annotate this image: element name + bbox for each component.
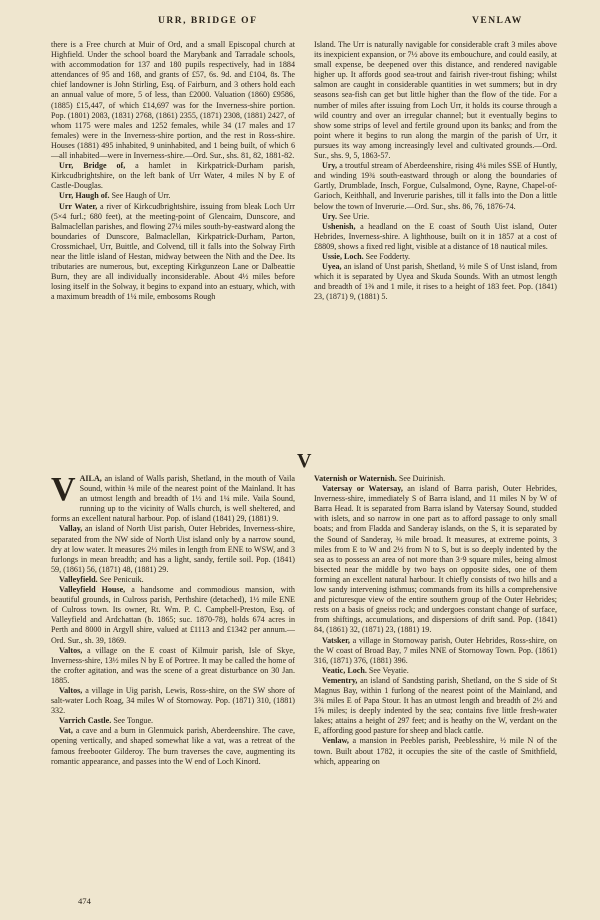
entry-text: a mansion in Peebles parish, Peeblesshire, ½ mile N of the town. Built about 1782, it occupies the site of the castle of Smithfield, which, appearing on	[314, 736, 557, 766]
entry-headword: Ushenish,	[322, 221, 356, 231]
entry-text: an island of Unst parish, Shetland, ½ mile S of Unst island, from which it is separated by Uyea and Skuda Sounds. With an utmost length and breadth of 1⅜ and 1 mile, it rises to a height of 183 feet. Pop. (1841) 23, (1871) 9, (1881) 5.	[314, 262, 557, 302]
entry-paragraph	[51, 716, 295, 726]
entry-paragraph	[314, 736, 557, 766]
column-bottom-left	[51, 471, 295, 767]
entry-text: an island of Walls parish, Shetland, in the mouth of Vaila Sound, within ⅛ mile of the nearest point of the Mainland. It has an utmost length and breadth of 1½ and 1¼ mile. Vaila Sound, running up to the vicinity of Walls church, is well sheltered, and forms an excellent natural harbour. Pop. of island (1841) 29, (1881) 9.	[51, 474, 295, 524]
entry-paragraph	[51, 585, 295, 646]
entry-text: a hamlet in Kirkpatrick-Durham parish, Kirkcudbrightshire, on the left bank of Urr Water, 4 miles N by E of Castle-Douglas.	[51, 161, 295, 191]
page-number: 474	[78, 896, 91, 906]
section-letter: V	[297, 450, 312, 472]
entry-text: See Haugh of Urr.	[109, 191, 171, 201]
entry-text: See Urie.	[337, 211, 370, 221]
entry-text: a village in Stornoway parish, Outer Hebrides, Ross-shire, on the W coast of Broad Bay, 7 miles NNE of Stornoway Town. Pop. (1861) 316, (1871) 376, (1881) 396.	[314, 635, 557, 665]
entry-text: an island of North Uist parish, Outer Hebrides, Inverness-shire, separated from the NW side of North Uist island only by a narrow sound, dry at low water. It measures 2½ miles in length from ENE to WSW, and 3 furlongs in mean breadth; and has a light, sandy, fertile soil. Pop. (1841) 59, (1861) 56, (1871) 48, (1881) 29.	[51, 524, 295, 574]
entry-paragraph	[314, 666, 557, 676]
entry-paragraph	[314, 676, 557, 737]
entry-headword: Vat,	[59, 726, 73, 736]
entry-paragraph	[51, 471, 295, 524]
column-top-left	[51, 40, 295, 302]
entry-text: Island. The Urr is naturally navigable for considerable craft 3 miles above its inexpicient expansion, or 7½ above its embouchure, and could easily, at small expense, be deepened over this distance, and rendered navigable higher up. It affords good sea-trout and fairish river-trout fishing; whilst salmon are caught in considerable quantities in wet summers; but in dry seasons sea-fish can get but little higher than the flow of the tide. For a number of miles after issuing from Loch Urr, it holds its course through a wild country and over an irregular channel; but it eventually begins to show some strips of level and fertile ground upon its banks; and from the point where it begins to run along the margin of the parish of Urr, it pursues its way among increasingly level and cultivated grounds.—Ord. Sur., shs. 9, 5, 1863-57.	[314, 40, 557, 161]
entry-paragraph	[314, 212, 557, 222]
entry-headword: Valtos,	[59, 645, 83, 655]
entry-paragraph	[51, 191, 295, 201]
entry-text: a cave and a burn in Glenmuick parish, Aberdeenshire. The cave, opening vertically, and shaped somewhat like a vat, was a retreat of the famous freebooter Gilderoy. The burn traverses the cave, augmenting its romantic appearance, and passes into the W end of Loch Kinord.	[51, 726, 295, 766]
column-bottom-right	[314, 474, 557, 767]
running-head-right: VENLAW	[472, 16, 523, 26]
entry-paragraph	[314, 40, 557, 161]
entry-headword: Vallay,	[59, 524, 83, 534]
entry-paragraph	[51, 40, 295, 161]
entry-paragraph	[314, 161, 557, 211]
entry-paragraph	[51, 726, 295, 766]
entry-text: See Fodderty.	[363, 251, 411, 261]
entry-headword: Urr, Haugh of.	[59, 191, 110, 201]
entry-headword: Veatic, Loch.	[322, 665, 367, 675]
entry-paragraph	[51, 575, 295, 585]
entry-text: an island of Sandsting parish, Shetland, on the S side of St Magnus Bay, within 1 furlong of the nearest point of the Mainland, and 3¾ miles E of Papa Stour. It has an utmost length and breadth of 2½ and 1⅝ miles; is deeply indented by the sea; contains five little fresh-water lakes; attains a height of 297 feet; and is heathy on the W, verdant on the E, affording good pasture for sheep and black cattle.	[314, 675, 557, 736]
entry-headword: Urr, Bridge of,	[59, 161, 126, 171]
drop-cap: V	[51, 471, 76, 508]
entry-headword: Ury,	[322, 161, 338, 171]
entry-headword: Valleyfield House,	[59, 585, 126, 595]
entry-headword: Venlaw,	[322, 736, 349, 746]
entry-paragraph	[314, 484, 557, 635]
entry-headword: Ury.	[322, 211, 338, 221]
entry-text: a village in Uig parish, Lewis, Ross-shire, on the SW shore of salt-water Loch Roag, 34 miles W of Stornoway. Pop. (1871) 310, (1881) 332.	[51, 685, 295, 716]
entry-headword: Vaternish or Waternish.	[314, 474, 397, 483]
entry-paragraph	[314, 474, 557, 484]
entry-text: a headland on the E coast of South Uist island, Outer Hebrides, Inverness-shire. A lighthouse, built on it in 1857 at a cost of £8809, shows a fixed red light, visible at a distance of 18 nautical miles.	[314, 221, 557, 251]
entry-headword: AILA,	[79, 474, 102, 483]
entry-text: there is a Free church at Muir of Ord, and a small Episcopal church at Highfield. Under the school board the Marybank and Tarradale schools, with accommodation for 137 and 180 pupils respectively, had in 1884 attendances of 95 and 168, and grants of £57, 6s. 9d. and £104, 8s. The chief landowner is John Stirling, Esq. of Fairburn, and 3 others hold each an annual value of more, 5 of less, than £2000. Valuation (1860) £9586, (1885) £15,447, of which £14,697 was for the Inverness-shire portion. Pop. (1801) 2083, (1831) 2768, (1861) 2355, (1871) 2308, (1881) 2427, of whom 1175 were males and 1252 females, while 34 (17 males and 17 females) were in the Inverness-shire portion, and the rest in Ross-shire. Houses (1881) 495 inhabited, 9 uninhabited, and 1 being built, of which 6—all inhabited—were in Inverness-shire.—Ord. Sur., shs. 81, 82, 1881-82.	[51, 40, 295, 161]
entry-headword: Vementry,	[322, 675, 358, 685]
entry-text: See Penicuik.	[97, 574, 144, 584]
entry-text: an island of Barra parish, Outer Hebrides, Inverness-shire, immediately S of Barra island, and 11 miles N by W of Barra Head. It is separated from Barra island by Vatersay Sound, studded with islets, and so narrow in one part as to afford passage to only small boats; and from Fladda and Sanderay islands, on the S, it is separated by the Sound of Sanderay, ⅜ mile broad. It measures, at extreme points, 3 miles from E to W and 2½ from N to S, but is so deeply indented by the sea as to possess an area of not more than 3·9 square miles, being almost bisected near the middle by two bays on opposite sides, one of them forming an excellent natural harbour. It chiefly consists of two hills and a low sandy intervening isthmus; commands from its hills a comprehensive and picturesque view of the entire southern group of the Outer Hebrides; rests on a basis of gneiss rock; and undergoes constant change of surface, from shiftings, accumulations, and dispersions of drift sand. Pop. (1841) 84, (1861) 32, (1871) 23, (1881) 19.	[314, 484, 558, 635]
entry-paragraph	[51, 161, 295, 191]
entry-headword: Valleyfield.	[59, 574, 98, 584]
entry-headword: Ussie, Loch.	[322, 251, 364, 261]
entry-text: See Duirinish.	[396, 474, 446, 483]
entry-paragraph	[51, 524, 295, 574]
entry-text: a handsome and commodious mansion, with beautiful grounds, in Culross parish, Perthshire (detached), 1½ mile ENE of Culross town. Its owner, Rt. Wm. P. C. Campbell-Preston, Esq. of Valleyfield and Ardchattan (b. 1865; suc. 1870-78), holds 674 acres in Perth and 8000 in Argyll shire, valued at £1113 and £1342 per annum.—Ord. Sur., sh. 39, 1869.	[51, 585, 295, 645]
running-head-left: URR, BRIDGE OF	[158, 16, 258, 26]
entry-text: a river of Kirkcudbrightshire, issuing from bleak Loch Urr (5×4 furl.; 680 feet), at the meeting-point of Glencairn, Dunscore, and Balmaclellan parishes, and flowing 27¼ miles south-by-eastward along the boundaries of Dunscore, Balmaclellan, Kirkpatrick-Durham, Parton, Crossmichael, Urr, Buittle, and Colvend, till it falls into the Solway Firth near the little island of Hestan, midway between the Nith and the Dee. Its tributaries are numerous, but, excepting Kirkgunzeon Lane or Dalbeattie Burn, they are all individually inconsiderable. About 4½ miles before losing itself in the Solway, it begins to expand into an estuary, which, with a maximum breadth of 1¼ mile, embosoms Rough	[51, 201, 295, 302]
entry-headword: Vatersay or Watersay,	[322, 484, 403, 494]
entry-text: a troutful stream of Aberdeenshire, rising 4¼ miles SSE of Huntly, and winding 19¾ south-eastward through or along the boundaries of Gartly, Drumblade, Insch, Forgue, Culsalmond, Oyne, Rayne, Chapel-of-Garioch, Keithhall, and Inverurie parishes, till it falls into the Don a little below the town of Inverurie.—Ord. Sur., shs. 86, 76, 1876-74.	[314, 161, 557, 211]
entry-headword: Vatsker,	[322, 635, 350, 645]
entry-paragraph	[314, 262, 557, 302]
entry-paragraph	[314, 252, 557, 262]
entry-text: See Veyatie.	[366, 665, 409, 675]
entry-text: a village on the E coast of Kilmuir parish, Isle of Skye, Inverness-shire, 13½ miles N by E of Portree. It may be called the home of the crofter agitation, and was the scene of a great disturbance on 30 Jan. 1885.	[51, 645, 295, 685]
entry-paragraph	[314, 222, 557, 252]
entry-headword: Valtos,	[59, 685, 83, 695]
entry-paragraph	[51, 646, 295, 686]
entry-text: See Tongue.	[111, 716, 154, 726]
column-top-right	[314, 40, 557, 302]
entry-headword: Uyea,	[322, 262, 342, 272]
entry-paragraph	[51, 202, 295, 303]
entry-paragraph	[51, 686, 295, 716]
entry-paragraph	[314, 636, 557, 666]
entry-headword: Urr Water,	[59, 201, 98, 211]
entry-headword: Varrich Castle.	[59, 716, 112, 726]
